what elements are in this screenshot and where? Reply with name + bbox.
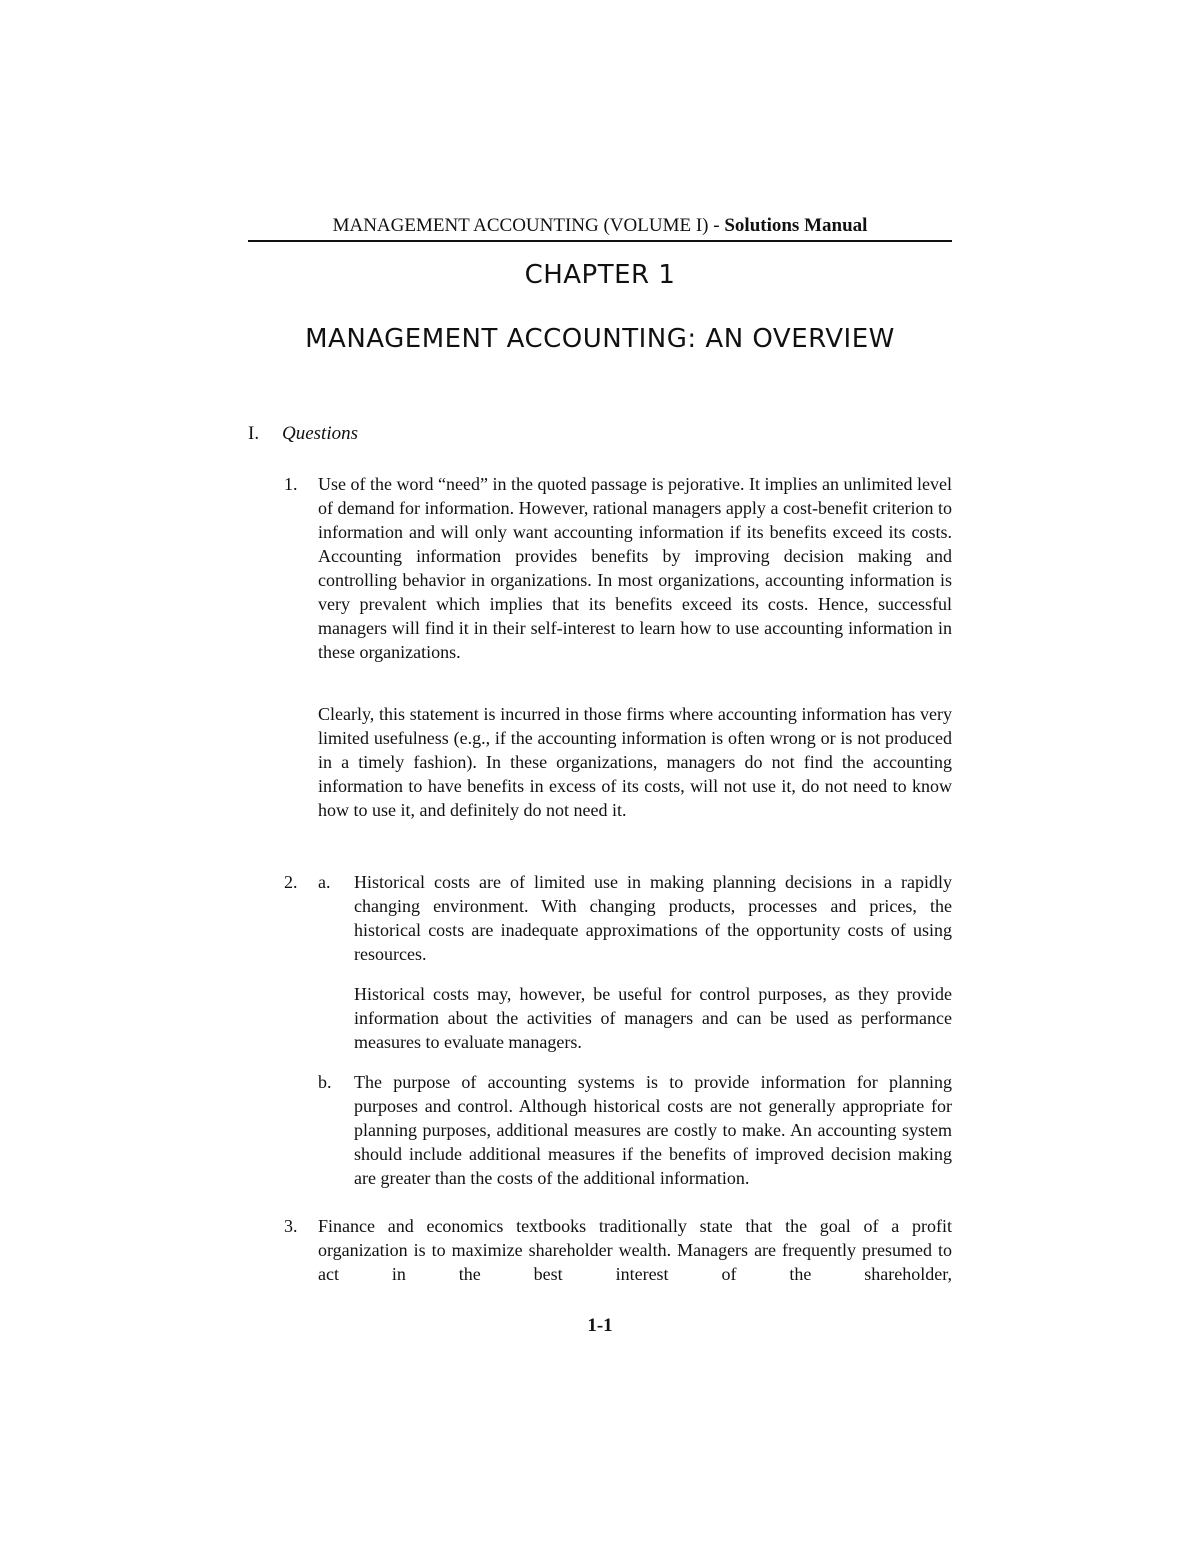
question-2-number: 2. — [284, 872, 298, 892]
question-2b-label: b. — [318, 1072, 332, 1092]
question-2a-label: a. — [318, 872, 331, 892]
question-3-paragraph-1: Finance and economics textbooks traditionally state that the goal of a profit organization is to maximize shareholder wealth. Managers are frequently presumed to act in the best interest of the shareholder, — [318, 1216, 952, 1284]
running-header — [248, 214, 952, 242]
question-1-number: 1. — [284, 474, 298, 494]
question-2a-paragraph-1: Historical costs are of limited use in making planning decisions in a rapidly changing environment. With changing products, processes and prices, the historical costs are inadequate approximations of the opportunity costs of using resources. — [354, 872, 952, 964]
section-title: Questions — [282, 423, 358, 444]
question-2a-paragraph-2: Historical costs may, however, be useful for control purposes, as they provide information about the activities of managers and can be used as performance measures to evaluate managers. — [354, 984, 952, 1052]
running-header-title: MANAGEMENT ACCOUNTING (VOLUME I) - — [332, 215, 720, 236]
question-3-number: 3. — [284, 1216, 298, 1236]
question-2b-paragraph-1: The purpose of accounting systems is to provide information for planning purposes and control. Although historical costs are not generally appropriate for planning purposes, additional measures are costly to make. An accounting system should include additional measures if the benefits of improved decision making are greater than the costs of the additional information. — [354, 1072, 952, 1188]
section-numeral: I. — [248, 423, 260, 444]
page-number: 1-1 — [587, 1315, 613, 1336]
chapter-title: MANAGEMENT ACCOUNTING: AN OVERVIEW — [305, 324, 895, 354]
section-heading — [248, 422, 358, 446]
running-header-subtitle: Solutions Manual — [724, 215, 868, 236]
chapter-label: CHAPTER 1 — [524, 260, 676, 290]
question-1-paragraph-1: Use of the word “need” in the quoted passage is pejorative. It implies an unlimited level of demand for information. However, rational managers apply a cost-benefit criterion to information and will only want accounting information if its benefits exceed its costs. Accounting information provides benefits by improving decision making and controlling behavior in organizations. In most organizations, accounting information is very prevalent which implies that its benefits exceed its costs. Hence, successful managers will find it in their self-interest to learn how to use accounting information in these organizations. — [318, 474, 952, 662]
question-1-paragraph-2: Clearly, this statement is incurred in those firms where accounting information has very limited usefulness (e.g., if the accounting information is often wrong or is not produced in a timely fashion). In these organizations, managers do not find the accounting information to have benefits in excess of its costs, will not use it, do not need to know how to use it, and definitely do not need it. — [318, 704, 952, 820]
